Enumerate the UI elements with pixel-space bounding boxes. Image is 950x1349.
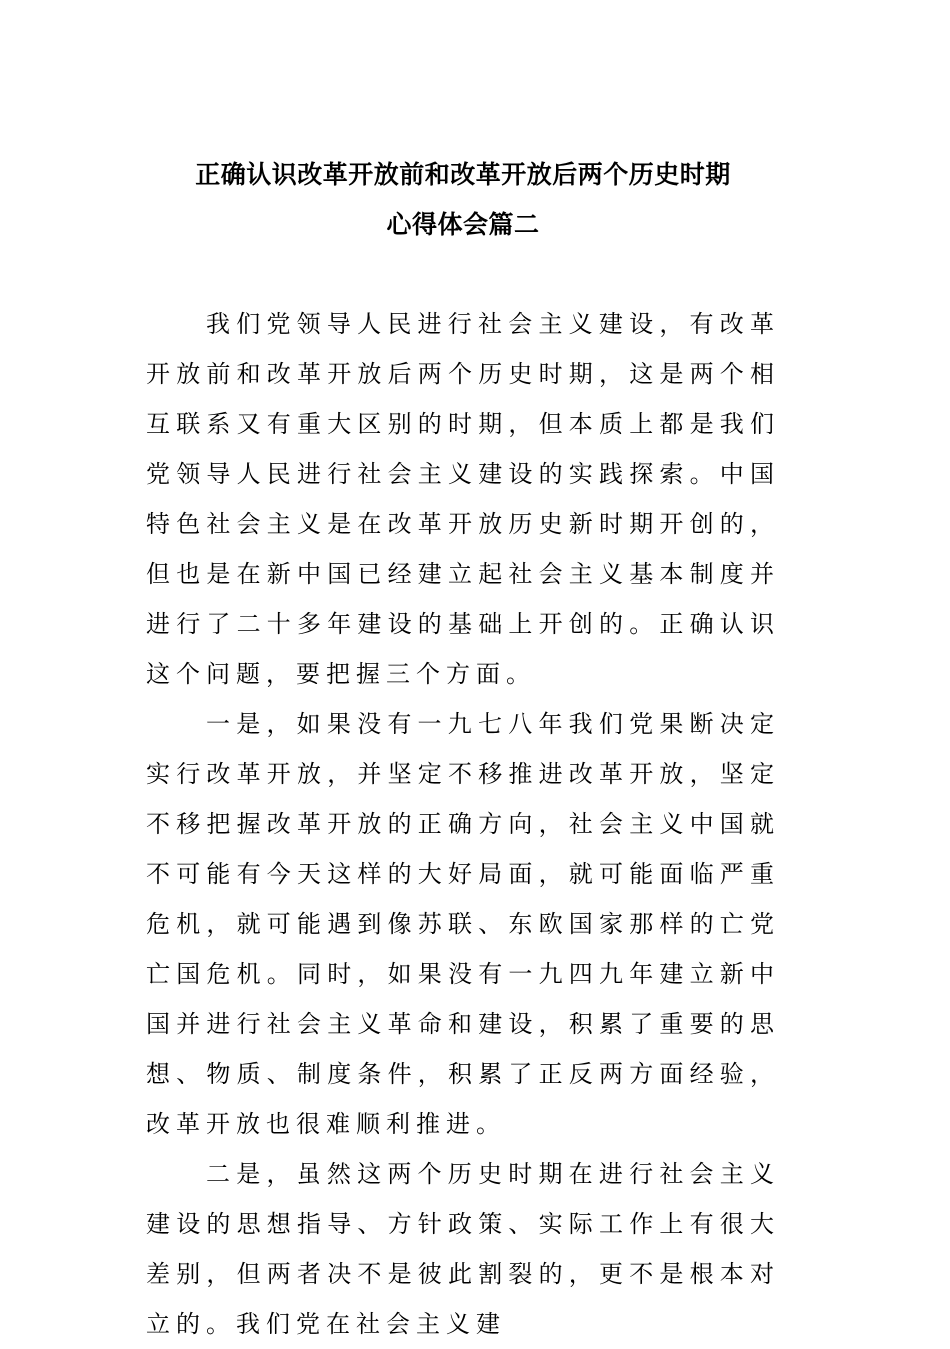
paragraph-3: 二是，虽然这两个历史时期在进行社会主义建设的思想指导、方针政策、实际工作上有很大差别，但两者决不是彼此割裂的，更不是根本对立的。我们党在社会主义建 <box>146 1160 780 1338</box>
paragraph-2: 一是，如果没有一九七八年我们党果断决定实行改革开放，并坚定不移推进改革开放，坚定不移把握改革开放的正确方向，社会主义中国就不可能有今天这样的大好局面，就可能面临严重危机，就可能遇到像苏联、东欧国家那样的亡党亡国危机。同时，如果没有一九四九年建立新中国并进行社会主义革命和建设，积累了重要的思想、物质、制度条件，积累了正反两方面经验，改革开放也很难顺利推进。 <box>146 710 780 1138</box>
title-line-2: 心得体会篇二 <box>386 210 540 239</box>
paragraph-1: 我们党领导人民进行社会主义建设，有改革开放前和改革开放后两个历史时期，这是两个相互联系又有重大区别的时期，但本质上都是我们党领导人民进行社会主义建设的实践探索。中国特色社会主义是在改革开放历史新时期开创的，但也是在新中国已经建立起社会主义基本制度并进行了二十多年建设的基础上开创的。正确认识这个问题，要把握三个方面。 <box>146 310 780 688</box>
title-line-1: 正确认识改革开放前和改革开放后两个历史时期 <box>195 160 731 189</box>
document-title <box>146 150 780 250</box>
document-body <box>146 299 780 1349</box>
